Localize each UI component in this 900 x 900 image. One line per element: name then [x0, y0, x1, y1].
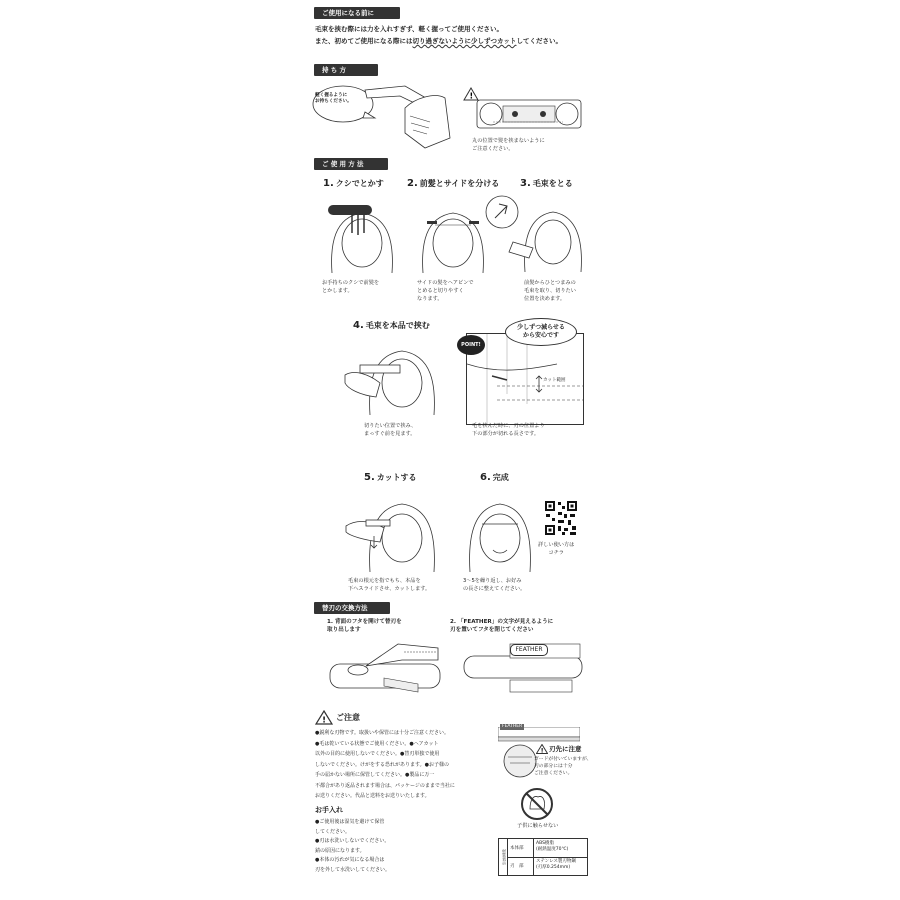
- step-4-caption: 切りたい位置で挟み、 まっすぐ前を見ます。: [364, 423, 417, 437]
- section-header-blade-replace: 替刃の交換方法: [314, 602, 390, 614]
- warning-icon: [315, 710, 333, 725]
- hand-holding-cutter-illustration: [305, 78, 455, 150]
- material-value: ステンレス製刃物鋼 (刃厚0.254mm): [536, 859, 576, 870]
- material-divider: [533, 839, 534, 875]
- blade-replace-step-2: 2. 「FEATHER」の文字が見えるように 刃を置いてフタを閉じてください: [450, 619, 554, 633]
- no-children-caption: 子供に触らせない: [517, 823, 559, 829]
- qr-code[interactable]: [544, 500, 578, 536]
- step-4-clamp-strand-illustration: [340, 335, 440, 417]
- material-row-body: [508, 839, 587, 858]
- qr-caption: 詳しい使い方は コチラ: [538, 542, 575, 556]
- step-3-take-strand-illustration: [485, 192, 590, 274]
- svg-text:!: !: [540, 747, 544, 754]
- blade-tip-tag: FEATHER: [502, 724, 523, 729]
- material-table: [498, 838, 588, 876]
- material-part-label: 本体部: [510, 846, 524, 851]
- no-children-icon: [520, 787, 554, 821]
- step-6-finished-illustration: [460, 488, 540, 573]
- care-body: ●ご使用後は湿気を避けて保管 してください。 ●刃は水洗いしないでください。 錆の原因になります。 ●本体の汚れが気になる場合は 刃を外して水洗いしてください。: [315, 819, 391, 873]
- step-5-cut-illustration: [340, 488, 440, 573]
- blade-replace-step-1-illustration: [328, 640, 443, 695]
- before-use-line2: また、初めてご使用になる際には切り過ぎないように少しずつカットしてください。: [315, 37, 562, 45]
- blade-replace-step-1: 1. 背面のフタを開けて替刃を 取り出します: [327, 619, 402, 633]
- blade-tip-body: ガードが付いていますが、 刃の部分には十分 ご注意ください。: [534, 757, 592, 776]
- caution-position-caption: 丸の位置で髪を挟まないように ご注意ください。: [472, 138, 545, 152]
- point-badge: POINT!: [457, 335, 485, 355]
- hold-bubble-text: 軽く握るように お持ちください。: [315, 93, 352, 104]
- blade-warning-icon: [536, 744, 548, 754]
- step-2-part-hair-illustration: [413, 195, 493, 275]
- point-caption: 毛を挟んだ時に、刃の位置より 下の部分が切れる長さです。: [472, 423, 545, 437]
- material-side-label: 材質表示: [499, 839, 508, 875]
- material-part-label: 刃 部: [510, 864, 524, 869]
- cut-range-label: カット範囲: [543, 378, 566, 383]
- instruction-sheet: [300, 0, 600, 900]
- step-5-caption: 毛束の根元を指でもち、本品を 下へスライドさせ、カットします。: [348, 578, 431, 592]
- cutter-closeup-illustration: [463, 86, 585, 141]
- step-6-caption: 3〜5を繰り返し、お好み の長さに整えてください。: [463, 578, 526, 592]
- before-use-line1: 毛束を挟む際には力を入れすぎず、軽く握ってご使用ください。: [315, 25, 503, 33]
- step-2-title: 2. 前髪とサイドを分ける: [407, 178, 500, 189]
- step-1-caption: お手持ちのクシで前髪を とかします。: [322, 280, 380, 294]
- section-header-before-use: ご使用になる前に: [314, 7, 400, 19]
- care-title: お手入れ: [315, 806, 343, 814]
- caution-title: ご注意: [336, 713, 360, 722]
- material-value: ABS樹脂 (耐熱温度70℃): [536, 841, 569, 852]
- svg-text:!: !: [469, 91, 474, 101]
- step-3-caption: 前髪からひとつまみの 毛束を取り、切りたい 位置を決めます。: [524, 280, 576, 302]
- step-6-title: 6. 完成: [480, 472, 509, 483]
- step-1-title: 1. クシでとかす: [323, 178, 384, 189]
- material-row-blade: [508, 858, 587, 875]
- svg-text:!: !: [322, 715, 326, 725]
- step-2-caption: サイドの髪をヘアピンで とめると切りやすく なります。: [417, 280, 474, 302]
- step-4-title: 4. 毛束を本品で挟む: [353, 320, 430, 331]
- step-3-title: 3. 毛束をとる: [520, 178, 573, 189]
- step-1-comb-illustration: [322, 195, 402, 275]
- caution-body: ●鋭利な刃物です。取扱いや保管には十分ご注意ください。 ●毛は乾いている状態でご使用ください。●ヘアカット 以外の目的に使用しないでください。●替刃単独で使用 しないでください。けがをする恐れがあります。●お子様の 手の届かない場所に保管してください。●製品に万一 不都合があり返品されます場合は、パッケージのままで当社に お送りください。代品と送料をお送りいたします。: [315, 730, 455, 799]
- section-header-how-to-use: ご 使 用 方 法: [314, 158, 388, 170]
- blade-tip-title: 刃先に注意: [549, 745, 582, 753]
- feather-brand-tag: FEATHER: [510, 644, 548, 656]
- caution-position-panel: [463, 86, 585, 141]
- section-header-how-to-hold: 持 ち 方: [314, 64, 378, 76]
- step-5-title: 5. カットする: [364, 472, 417, 483]
- point-bubble: 少しずつ減らせる から安心です: [505, 318, 577, 346]
